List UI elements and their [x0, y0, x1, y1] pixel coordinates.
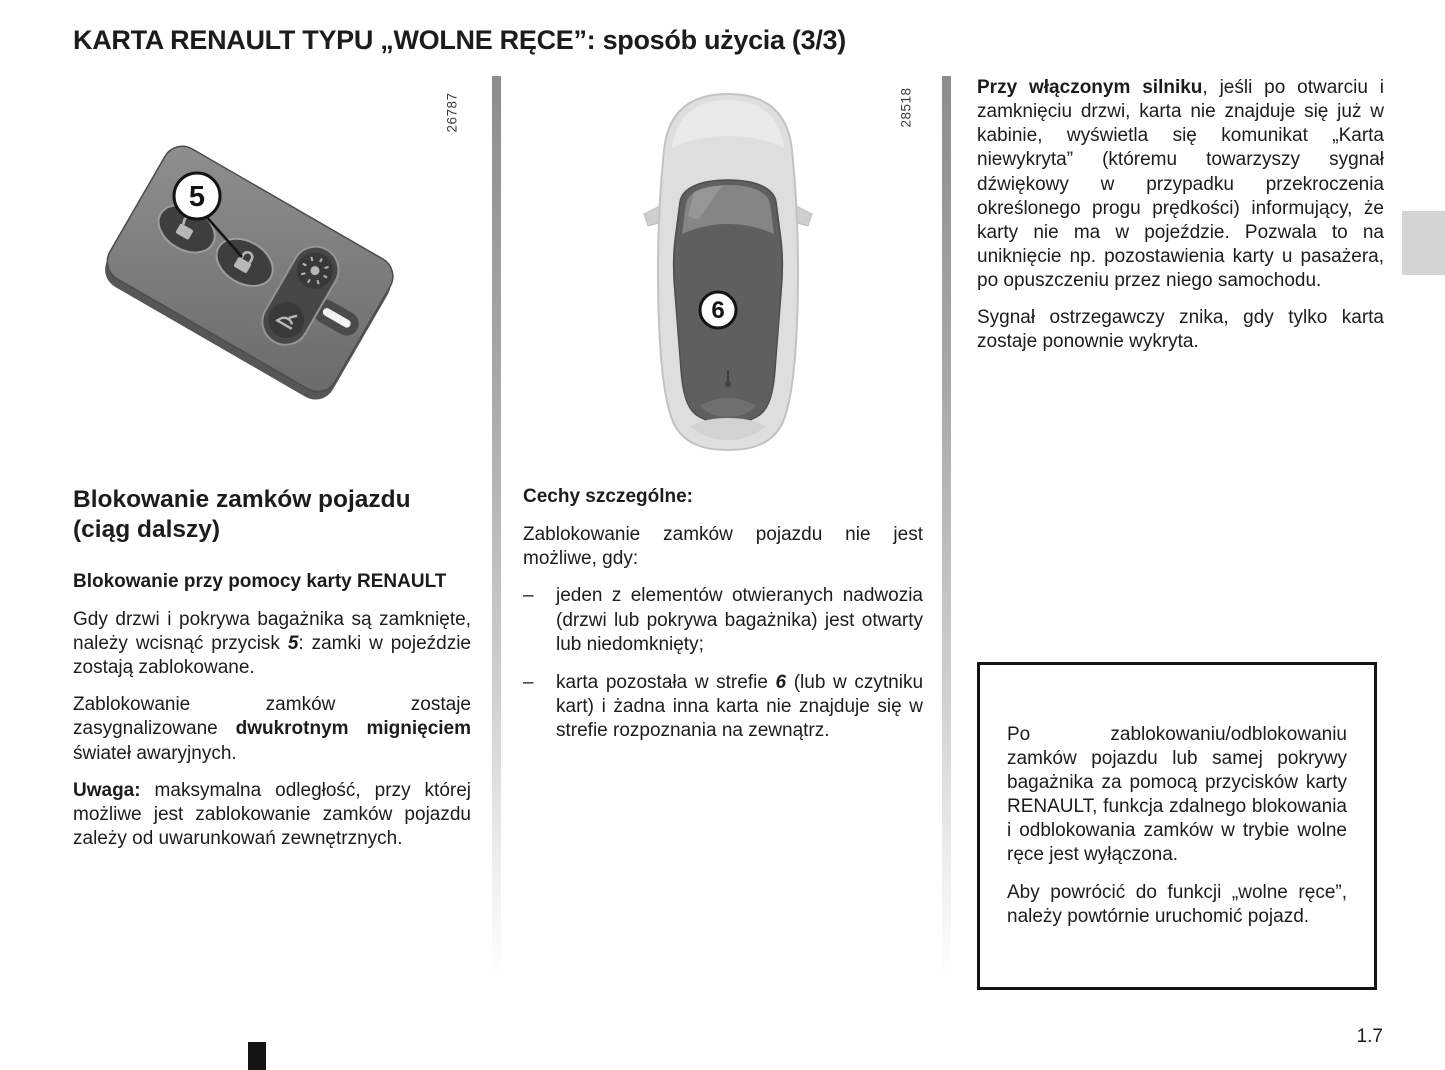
- paragraph: [977, 76, 1384, 293]
- callout-6-label: 6: [711, 297, 725, 324]
- car-top-view-illustration: [638, 88, 818, 454]
- column-separator-right: [942, 76, 951, 978]
- paragraph-text: : zamki w pojeździe zostają zablokowane.: [73, 633, 472, 679]
- paragraph-text: maksymalna odległość, przy której możliwe jest zablokowanie zamków pojazdu zależy od uwarunkowań zewnętrznych.: [73, 779, 471, 849]
- paragraph-text: (lub w czytniku kart) i żadna inna karta nie znajduje się w strefie rozpoznania na zewnątrz.: [556, 671, 924, 741]
- subsection-heading: Cechy szczególne:: [523, 486, 693, 507]
- paragraph-text: Zablokowanie zamków zostaje zasygnalizowane: [73, 694, 471, 740]
- keycard-body: [100, 139, 402, 407]
- paragraph-text: świateł awaryjnych.: [73, 742, 237, 764]
- paragraph: Sygnał ostrzegawczy znika, gdy tylko karta zostaje ponownie wykryta.: [977, 307, 1384, 353]
- keycard-illustration: [100, 84, 480, 414]
- left-column: [73, 485, 471, 864]
- right-column: [977, 76, 1384, 367]
- callout-5-label: 5: [188, 181, 206, 213]
- page-number: 1.7: [1356, 1026, 1383, 1047]
- bullet-dash: –: [523, 671, 534, 693]
- section-index-tab: [1402, 211, 1445, 275]
- subsection-heading: Blokowanie przy pomocy karty RENAULT: [73, 570, 447, 592]
- bullet-dash: –: [523, 585, 534, 607]
- column-separator-left: [492, 76, 501, 978]
- paragraph-text: Gdy drzwi i pokrywa bagażnika są zamknięte, należy wcisnąć przycisk: [73, 608, 471, 654]
- paragraph: [73, 693, 471, 765]
- note-paragraph: Po zablokowaniu/odblokowaniu zamków pojazdu lub samej pokrywy bagażnika za pomocą przycisków karty RENAULT, funkcja zdalnego blokowania i odblokowania zamków w trybie wolne ręce jest wyłączona.: [1007, 723, 1347, 866]
- list-item: [523, 584, 923, 656]
- section-heading: Blokowanie zamków pojazdu (ciąg dalszy): [73, 486, 411, 544]
- keycard-figure-code: 26787: [444, 92, 460, 133]
- paragraph-text: , jeśli po otwarciu i zamknięciu drzwi, karta nie znajduje się już w kabinie, wyświetla się komunikat „Karta niewykryta” (któremu towarzyszy sygnał dźwiękowy w przypadku przekroczenia określonego progu prędkości) informujący, że karty nie ma w pojeździe. Pozwala to na uniknięcie np. pozostawienia karty u pasażera, po opuszczeniu przez niego samochodu.: [977, 77, 1384, 291]
- print-registration-mark: [248, 1042, 266, 1070]
- paragraph: Zablokowanie zamków pojazdu nie jest możliwe, gdy:: [523, 524, 923, 570]
- list-item: [523, 671, 923, 743]
- note-paragraph: Aby powrócić do funkcji „wolne ręce”, należy powtórnie uruchomić pojazd.: [1007, 882, 1347, 928]
- emphasized-text: dwukrotnym mignięciem: [235, 718, 471, 740]
- car-figure: [638, 88, 818, 454]
- list-item-text: [556, 671, 923, 743]
- list-item-text: jeden z elementów otwieranych nadwozia (drzwi lub pokrywa bagażnika) jest otwarty lub niedomknięty;: [556, 585, 923, 655]
- emphasized-text: Przy włączonym silniku: [977, 77, 1203, 98]
- paragraph: [73, 779, 471, 851]
- middle-column: [523, 485, 923, 757]
- button-reference-5: 5: [287, 633, 299, 654]
- page-title: KARTA RENAULT TYPU „WOLNE RĘCE”: sposób użycia (3/3): [73, 25, 846, 55]
- note-box: [977, 662, 1377, 990]
- keycard-figure: [100, 84, 480, 414]
- note-label: Uwaga:: [73, 779, 141, 801]
- car-figure-code: 28518: [898, 87, 914, 128]
- zone-reference-6: 6: [775, 671, 787, 693]
- paragraph-text: karta pozostała w strefie: [556, 671, 776, 693]
- paragraph: [73, 608, 471, 680]
